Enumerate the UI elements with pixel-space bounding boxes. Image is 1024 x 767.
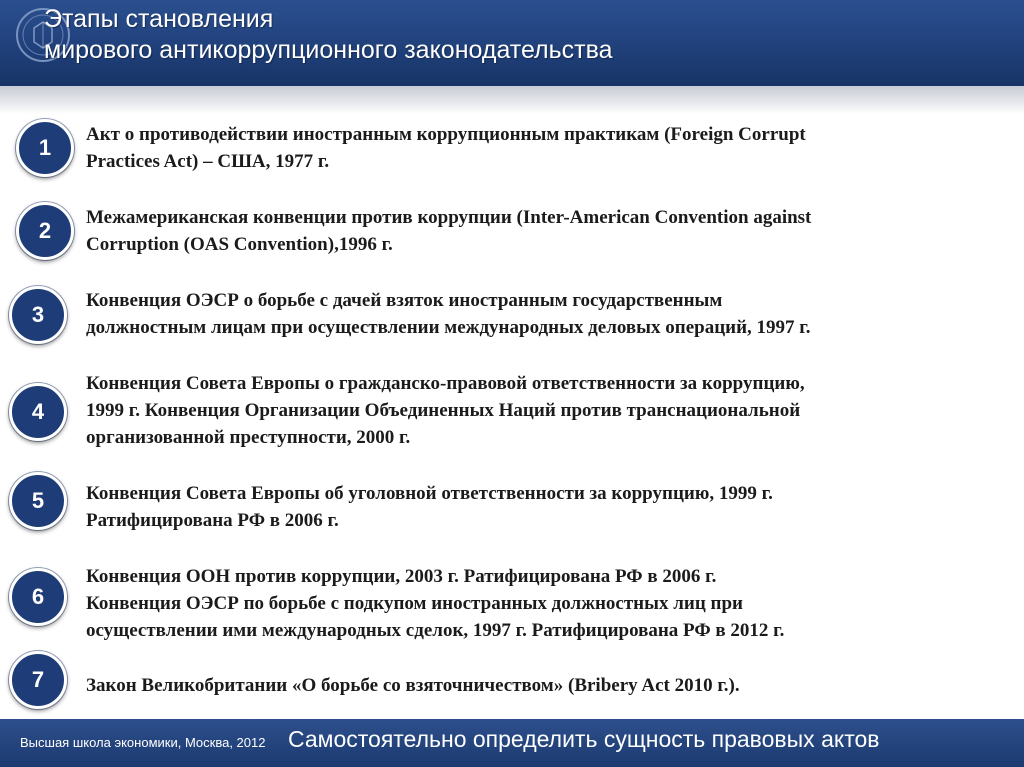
item-text-7	[86, 672, 986, 699]
footer-org-text: Высшая школа экономики, Москва, 2012	[20, 735, 266, 750]
item-2-line-1: Межамериканская конвенции против коррупции (Inter-American Convention against	[86, 207, 812, 228]
page-title-line-1: Этапы становления	[44, 5, 274, 33]
number-badge-3: 3	[9, 286, 67, 344]
number-badge-4: 4	[9, 383, 67, 441]
item-1-line-1: Акт о противодействии иностранным коррупционным практикам (Foreign Corrupt	[86, 124, 806, 145]
item-5-line-1: Конвенция Совета Европы об уголовной ответственности за коррупцию, 1999 г.	[86, 483, 773, 504]
item-4-line-3: организованной преступности, 2000 г.	[86, 427, 411, 448]
item-text-6	[86, 563, 986, 644]
number-badge-1: 1	[16, 119, 74, 177]
item-5-line-2: Ратифицирована РФ в 2006 г.	[86, 510, 339, 531]
number-badge-7: 7	[9, 651, 67, 709]
item-text-5	[86, 480, 986, 534]
item-6-line-3: осуществлении ими международных сделок, 1997 г. Ратифицирована РФ в 2012 г.	[86, 620, 785, 641]
page-title	[44, 4, 613, 66]
item-text-1	[86, 121, 986, 175]
item-4-line-1: Конвенция Совета Европы о гражданско-правовой ответственности за коррупцию,	[86, 373, 805, 394]
item-6-line-1: Конвенция ООН против коррупции, 2003 г. Ратифицирована РФ в 2006 г.	[86, 566, 717, 587]
footer-bar	[0, 719, 1024, 767]
item-7-line-1: Закон Великобритании «О борьбе со взяточничеством» (Bribery Act 2010 г.).	[86, 675, 740, 696]
item-3-line-1: Конвенция ОЭСР о борьбе с дачей взяток иностранным государственным	[86, 290, 723, 311]
number-badge-5: 5	[9, 472, 67, 530]
footer-task-text: Самостоятельно определить сущность правовых актов	[288, 726, 880, 752]
item-text-4	[86, 370, 986, 451]
header-bar	[0, 0, 1024, 86]
item-text-2	[86, 204, 986, 258]
item-text-3	[86, 287, 986, 341]
header-shadow	[0, 86, 1024, 114]
item-2-line-2: Corruption (OAS Convention),1996 г.	[86, 234, 393, 255]
item-1-line-2: Practices Act) – США, 1977 г.	[86, 151, 330, 172]
number-badge-6: 6	[9, 568, 67, 626]
item-6-line-2: Конвенция ОЭСР по борьбе с подкупом иностранных должностных лиц при	[86, 593, 743, 614]
number-badge-2: 2	[16, 202, 74, 260]
item-4-line-2: 1999 г. Конвенция Организации Объединенных Наций против транснациональной	[86, 400, 801, 421]
item-3-line-2: должностным лицам при осуществлении международных деловых операций, 1997 г.	[86, 317, 811, 338]
page-title-line-2: мирового антикоррупционного законодательства	[44, 36, 613, 64]
